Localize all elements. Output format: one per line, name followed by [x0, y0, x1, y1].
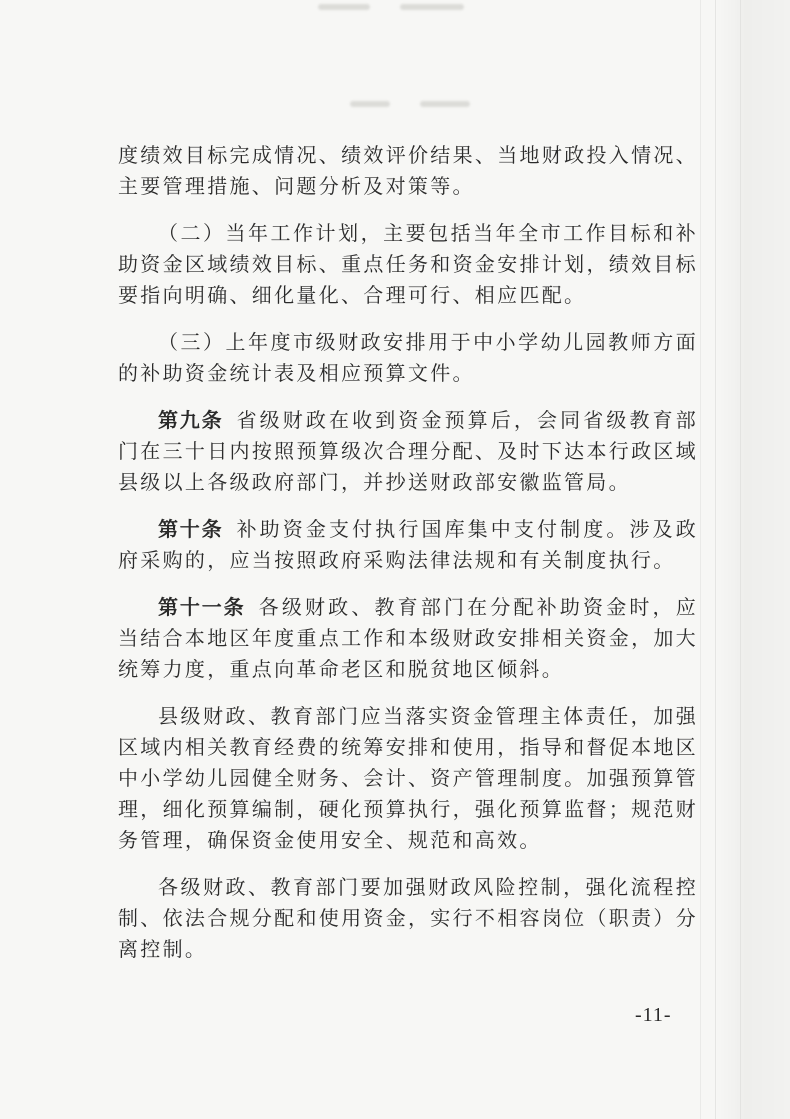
page-edge-line	[700, 0, 701, 1119]
article-10: 第十条 补助资金支付执行国库集中支付制度。涉及政府采购的，应当按照政府采购法律法规和有关制度执行。	[118, 517, 698, 572]
article-heading: 第九条	[158, 408, 224, 432]
bleed-through-mark	[318, 4, 370, 10]
article-heading: 第十一条	[158, 595, 246, 619]
paragraph-8: 各级财政、教育部门要加强财政风险控制，强化流程控制、依法合规分配和使用资金，实行不相容岗位（职责）分离控制。	[118, 875, 698, 961]
paragraph-1: 度绩效目标完成情况、绩效评价结果、当地财政投入情况、主要管理措施、问题分析及对策等。	[118, 143, 698, 198]
bleed-through-mark	[420, 101, 470, 107]
article-9: 第九条 省级财政在收到资金预算后，会同省级教育部门在三十日内按照预算级次合理分配、及时下达本行政区域县级以上各级政府部门，并抄送财政部安徽监管局。	[118, 408, 698, 494]
page-edge-line	[740, 0, 741, 1119]
bleed-through-mark	[400, 4, 464, 10]
paragraph-2: （二）当年工作计划，主要包括当年全市工作目标和补助资金区域绩效目标、重点任务和资金安排计划，绩效目标要指向明确、细化量化、合理可行、相应匹配。	[118, 221, 698, 307]
page-number: -11-	[635, 1004, 672, 1026]
article-11: 第十一条 各级财政、教育部门在分配补助资金时，应当结合本地区年度重点工作和本级财政安排相关资金，加大统筹力度，重点向革命老区和脱贫地区倾斜。	[118, 595, 699, 681]
document-body	[118, 140, 698, 981]
bleed-through-mark	[350, 101, 390, 107]
article-heading: 第十条	[158, 517, 224, 541]
page-edge-shadow	[715, 0, 790, 1119]
paragraph-7: 县级财政、教育部门应当落实资金管理主体责任，加强区域内相关教育经费的统筹安排和使用，指导和督促本地区中小学幼儿园健全财务、会计、资产管理制度。加强预算管理，细化预算编制，硬化预算执行，强化预算监督；规范财务管理，确保资金使用安全、规范和高效。	[118, 704, 698, 852]
paragraph-3: （三）上年度市级财政安排用于中小学幼儿园教师方面的补助资金统计表及相应预算文件。	[118, 330, 698, 385]
